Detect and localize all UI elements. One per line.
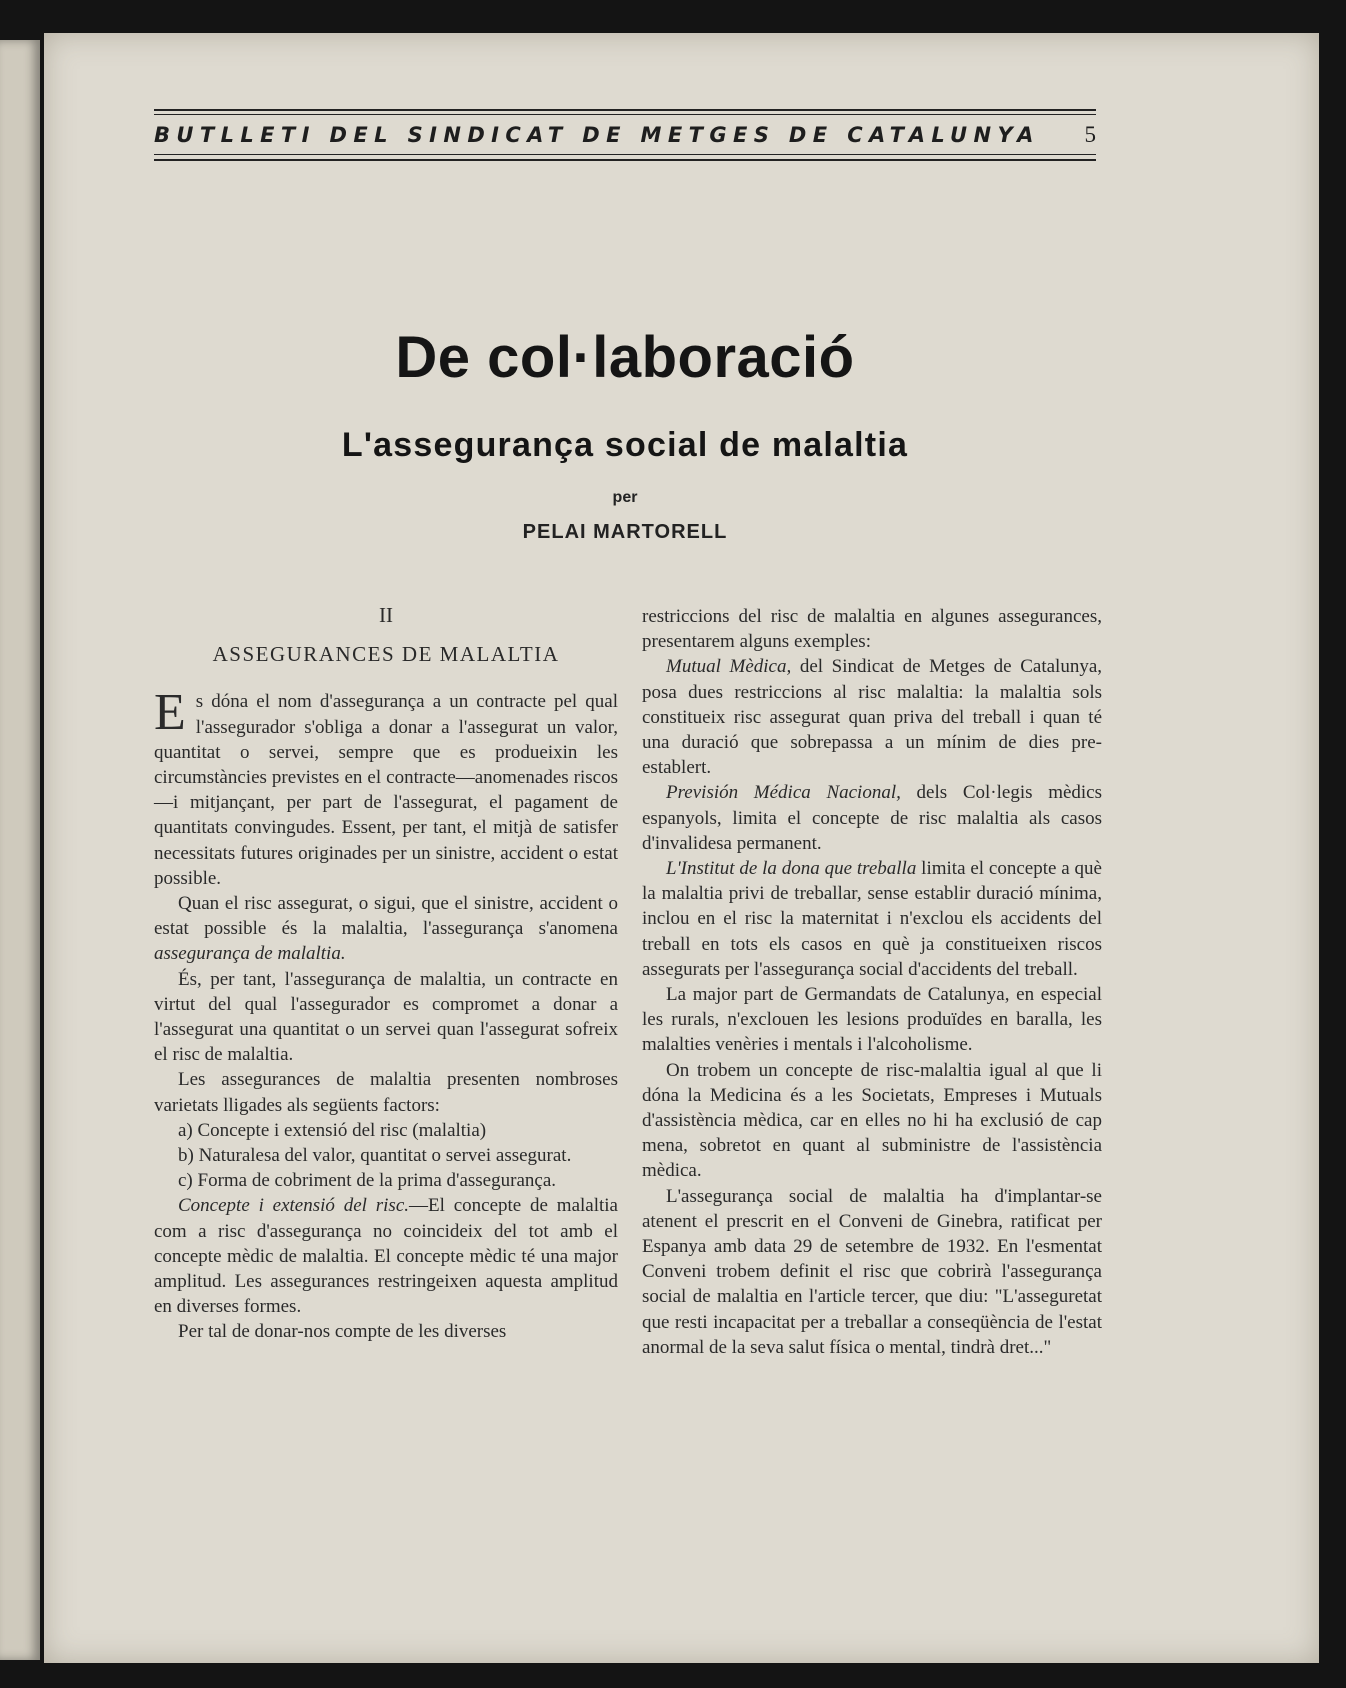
byline-per: per xyxy=(612,489,638,506)
paragraph: restriccions del risc de malaltia en algunes assegurances, presentarem alguns exemples: xyxy=(642,606,1102,653)
previous-page-edge xyxy=(0,40,40,1660)
paragraph: La major part de Germandats de Catalunya, en especial les rurals, n'exclouen les lesions produïdes en baralla, les malalties venèries i mentals i l'alcoholisme. xyxy=(642,984,1102,1056)
header-rule-top-thin xyxy=(154,114,1096,115)
journal-title: BUTLLETI DEL SINDICAT DE METGES DE CATALUNYA xyxy=(154,123,1040,147)
paragraph: L'Institut de la dona que treballa limita el concepte a què la malaltia privi de treballar, sense establir duració mínima, inclou en el risc la maternitat i n'exclou els accidents del treball en tots els casos en què ja constitueixen riscos assegurats per l'assegurança social d'accidents del treball. xyxy=(642,858,1102,980)
paragraph: Per tal de donar-nos compte de les diverses xyxy=(178,1321,507,1343)
paragraph: L'assegurança social de malaltia ha d'implantar-se atenent el prescrit en el Conveni de Ginebra, ratificat per Espanya amb data 29 de setembre de 1932. En l'esmentat Conveni trobem definit el risc que cobrirà l'assegurança social de malaltia en l'article tercer, que diu: "L'asseguretat que resti incapacitat per a treballar a conseqüència de l'estat anormal de la seva salut física o mental, tindrà dret..." xyxy=(642,1185,1102,1358)
paragraph: On trobem un concepte de risc-malaltia igual al que li dóna la Medicina és a les Societats, Empreses i Mutuals d'assistència mèdica, car en elles no hi ha exclusió de cap mena, sobretot en quant al subministre de l'assistència mèdica. xyxy=(642,1059,1102,1182)
running-header xyxy=(154,109,1096,165)
list-item-c: c) Forma de cobriment de la prima d'assegurança. xyxy=(178,1170,556,1192)
article-title: L'assegurança social de malaltia xyxy=(341,426,909,464)
page-number: 5 xyxy=(1084,122,1096,147)
list-item-b: b) Naturalesa del valor, quantitat o servei assegurat. xyxy=(178,1145,572,1167)
section-number: II xyxy=(379,603,393,627)
header-rule-top xyxy=(154,109,1096,111)
paragraph: Les assegurances de malaltia presenten nombroses varietats lligades als següents factors: xyxy=(154,1069,618,1116)
left-column xyxy=(154,603,618,1345)
header-rule-bottom-thin xyxy=(154,154,1096,155)
drop-cap: E xyxy=(154,684,186,742)
paragraph: Previsión Médica Nacional, dels Col·legis mèdics espanyols, limita el concepte de risc malaltia als casos d'invalidesa permanent. xyxy=(642,782,1103,854)
paragraph: Es dóna el nom d'assegurança a un contracte pel qual l'assegurador s'obliga a donar a l'assegurat un valor, quantitat o servei, sempre que es produeixin les circumstàncies previstes en el contracte—anomenades riscos—i mitjançant, per part de l'assegurat, el pagament de quantitats convingudes. Essent, per tant, el mitjà de satisfer necessitats futures originades per un sinistre, accident o estat possible. xyxy=(154,684,618,889)
right-column xyxy=(642,604,1102,1360)
header-rule-bottom xyxy=(154,159,1096,161)
paragraph: És, per tant, l'assegurança de malaltia, un contracte en virtut del qual l'assegurador es compromet a donar a l'assegurat una quantitat o un servei quan l'assegurat sofreix el risc de malaltia. xyxy=(154,968,618,1066)
paragraph: Concepte i extensió del risc.—El concepte de malaltia com a risc d'assegurança no coincideix del tot amb el concepte mèdic de malaltia. El concepte mèdic té una major amplitud. Les assegurances restringeixen aquesta amplitud en diverses formes. xyxy=(154,1195,618,1318)
article-section-title: De col·laboració xyxy=(395,325,855,390)
list-item-a: a) Concepte i extensió del risc (malaltia) xyxy=(178,1119,487,1141)
paragraph: Quan el risc assegurat, o sigui, que el sinistre, accident o estat possible és la malaltia, l'assegurança s'anomena assegurança de malaltia. xyxy=(154,893,618,965)
section-heading: ASSEGURANCES DE MALALTIA xyxy=(212,642,560,667)
author-name: PELAI MARTORELL xyxy=(522,521,728,543)
paragraph: Mutual Mèdica, del Sindicat de Metges de Catalunya, posa dues restriccions al risc malaltia: la malaltia sols constitueix risc assegurat quan priva del treball i quan té una duració que sobrepassa a un mínim de dies pre-establert. xyxy=(642,656,1103,779)
